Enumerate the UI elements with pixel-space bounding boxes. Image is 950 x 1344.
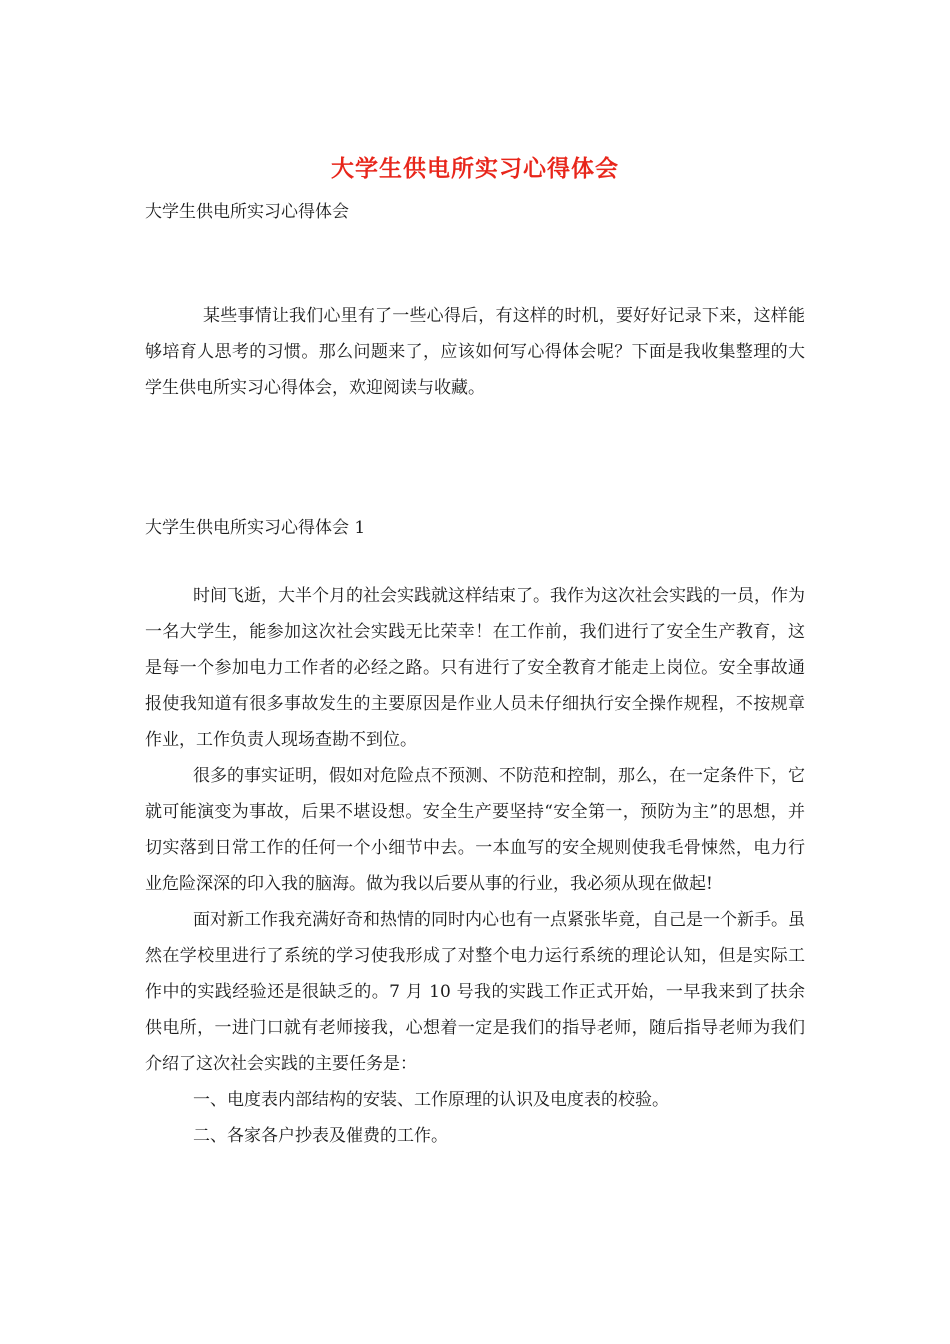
list-item-2: 二、各家各户抄表及催费的工作。 (193, 1126, 448, 1146)
document-subtitle: 大学生供电所实习心得体会 (145, 202, 349, 222)
body-paragraph: 时间飞逝，大半个月的社会实践就这样结束了。我作为这次社会实践的一员，作为一名大学生，能参加这次社会实践无比荣幸！在工作前，我们进行了安全生产教育，这是每一个参加电力工作者的必经之路。只有进行了安全教育才能走上岗位。安全事故通报使我知道有很多事故发生的主要原因是作业人员未仔细执行安全操作规程，不按规章作业，工作负责人现场查勘不到位。 (145, 586, 805, 750)
section-heading: 大学生供电所实习心得体会 1 (145, 518, 366, 538)
document-title: 大学生供电所实习心得体会 (331, 155, 619, 182)
section-body (145, 578, 805, 1154)
body-paragraph: 很多的事实证明，假如对危险点不预测、不防范和控制，那么，在一定条件下，它就可能演变为事故，后果不堪设想。安全生产要坚持“安全第一，预防为主”的思想，并切实落到日常工作的任何一个小细节中去。一本血写的安全规则使我毛骨悚然，电力行业危险深深的印入我的脑海。做为我以后要从事的行业，我必须从现在做起! (145, 766, 805, 894)
body-paragraph: 面对新工作我充满好奇和热情的同时内心也有一点紧张毕竟，自己是一个新手。虽然在学校里进行了系统的学习使我形成了对整个电力运行系统的理论认知，但是实际工作中的实践经验还是很缺乏的。7 月 10 号我的实践工作正式开始，一早我来到了扶余供电所，一进门口就有老师接我，心想着一定是我们的指导老师，随后指导老师为我们介绍了这次社会实践的主要任务是： (145, 910, 805, 1074)
intro-paragraph: 某些事情让我们心里有了一些心得后，有这样的时机，要好好记录下来，这样能够培育人思考的习惯。那么问题来了，应该如何写心得体会呢？下面是我收集整理的大学生供电所实习心得体会，欢迎阅读与收藏。 (145, 306, 805, 398)
list-item-1: 一、电度表内部结构的安装、工作原理的认识及电度表的校验。 (193, 1090, 669, 1110)
